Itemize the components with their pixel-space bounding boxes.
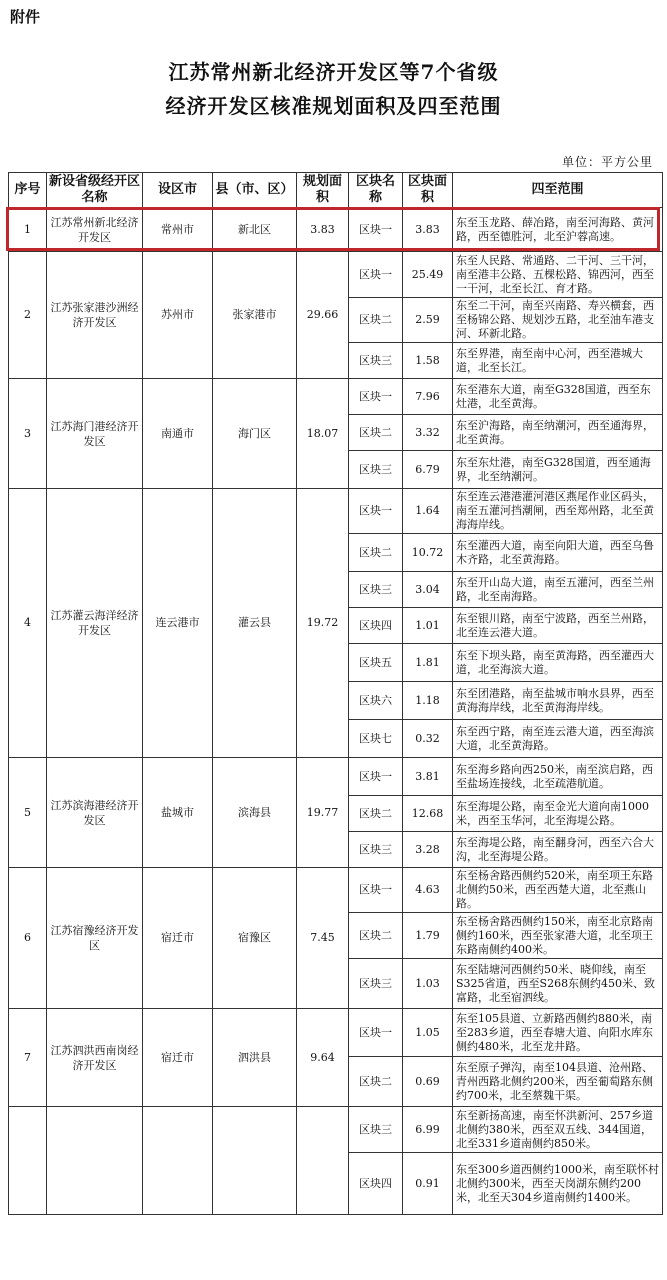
table-row — [9, 208, 663, 252]
block-area: 6.99 — [403, 1107, 453, 1153]
header-seq: 序号 — [9, 173, 47, 208]
zone-county: 张家港市 — [213, 252, 297, 379]
block-scope: 东至海堤公路，南至金光大道向南1000米，西至玉华河，北至海堤公路。 — [453, 796, 663, 832]
block-name: 区块二 — [349, 534, 403, 572]
zone-area: 9.64 — [297, 1009, 349, 1107]
block-area: 1.05 — [403, 1009, 453, 1057]
block-scope: 东至界港，南至南中心河，西至港城大道，北至长江。 — [453, 343, 663, 379]
block-scope: 东至玉龙路、薛冶路，南至河海路、黄河路，西至德胜河，北至沪蓉高速。 — [453, 208, 663, 252]
block-area: 0.32 — [403, 720, 453, 758]
empty-cell — [47, 1107, 143, 1215]
block-scope: 东至连云港港灌河港区燕尾作业区码头，南至五灌河挡潮闸，西至郑州路，北至黄海海岸线。 — [453, 489, 663, 534]
zone-city: 连云港市 — [143, 489, 213, 758]
zone-county: 灌云县 — [213, 489, 297, 758]
zone-seq: 2 — [9, 252, 47, 379]
block-scope: 东至下坝头路，南至黄海路，西至灌西大道，北至海滨大道。 — [453, 644, 663, 682]
block-scope: 东至人民路、常通路、二干河、三干河，南至港丰公路、五棵松路、锦西河，西至一干河，北至长江、育才路。 — [453, 252, 663, 298]
block-name: 区块二 — [349, 1057, 403, 1107]
block-scope: 东至港东大道，南至G328国道，西至东灶港，北至黄海。 — [453, 379, 663, 415]
header-scope: 四至范围 — [453, 173, 663, 208]
header-area: 规划面积 — [297, 173, 349, 208]
block-scope: 东至300乡道西侧约1000米，南至联怀村北侧约300米，西至天岗湖东侧约200米，北至天304乡道南侧约1400米。 — [453, 1153, 663, 1215]
block-area: 1.01 — [403, 608, 453, 644]
zone-county: 泗洪县 — [213, 1009, 297, 1107]
block-name: 区块二 — [349, 796, 403, 832]
block-name: 区块三 — [349, 832, 403, 868]
table-row — [9, 1107, 663, 1153]
block-area: 6.79 — [403, 451, 453, 489]
empty-cell — [143, 1107, 213, 1215]
zone-area: 7.45 — [297, 868, 349, 1009]
header-block: 区块名称 — [349, 173, 403, 208]
block-area: 1.18 — [403, 682, 453, 720]
zone-name: 江苏滨海港经济开发区 — [47, 758, 143, 868]
block-area: 1.64 — [403, 489, 453, 534]
block-area: 1.58 — [403, 343, 453, 379]
block-scope: 东至沪海路，南至纳潮河，西至通海界，北至黄海。 — [453, 415, 663, 451]
block-area: 3.32 — [403, 415, 453, 451]
block-scope: 东至灌西大道，南至向阳大道，西至乌鲁木齐路，北至黄海路。 — [453, 534, 663, 572]
zone-county: 滨海县 — [213, 758, 297, 868]
zone-name: 江苏泗洪西南岗经济开发区 — [47, 1009, 143, 1107]
block-scope: 东至西宁路，南至连云港大道，西至海滨大道，北至黄海路。 — [453, 720, 663, 758]
block-scope: 东至开山岛大道，南至五灌河，西至兰州路，北至南海路。 — [453, 572, 663, 608]
block-name: 区块四 — [349, 1153, 403, 1215]
block-name: 区块一 — [349, 489, 403, 534]
block-area: 3.83 — [403, 208, 453, 252]
block-name: 区块三 — [349, 959, 403, 1009]
zone-area: 19.72 — [297, 489, 349, 758]
zone-seq: 7 — [9, 1009, 47, 1107]
block-area: 3.81 — [403, 758, 453, 796]
block-scope: 东至105县道、立新路西侧约880米，南至283乡道，西至春塘大道、向阳水库东侧约480米，北至龙井路。 — [453, 1009, 663, 1057]
zone-name: 江苏宿豫经济开发区 — [47, 868, 143, 1009]
block-area: 12.68 — [403, 796, 453, 832]
zone-seq: 6 — [9, 868, 47, 1009]
block-scope: 东至二干河，南至兴南路、寿兴横套，西至杨锦公路、规划沙五路，北至油车港支河、环新北路。 — [453, 298, 663, 343]
attachment-label: 附件 — [10, 8, 41, 26]
block-scope: 东至陆塘河西侧约50米、晓仰线，南至S325省道，西至S268东侧约450米、致富路，北至宿泗线。 — [453, 959, 663, 1009]
block-name: 区块五 — [349, 644, 403, 682]
zone-name: 江苏张家港沙洲经济开发区 — [47, 252, 143, 379]
document-title-line1: 江苏常州新北经济开发区等7个省级 — [168, 60, 499, 84]
table-row — [9, 489, 663, 534]
block-name: 区块三 — [349, 451, 403, 489]
table-row — [9, 1009, 663, 1057]
block-area: 1.79 — [403, 913, 453, 959]
zone-name: 江苏常州新北经济开发区 — [47, 208, 143, 252]
header-name: 新设省级经开区名称 — [47, 173, 143, 208]
block-name: 区块六 — [349, 682, 403, 720]
empty-cell — [297, 1107, 349, 1215]
block-area: 7.96 — [403, 379, 453, 415]
block-scope: 东至团港路，南至盐城市响水县界，西至黄海海岸线，北至黄海海岸线。 — [453, 682, 663, 720]
zone-city: 宿迁市 — [143, 868, 213, 1009]
block-area: 3.04 — [403, 572, 453, 608]
zone-city: 盐城市 — [143, 758, 213, 868]
block-area: 2.59 — [403, 298, 453, 343]
block-name: 区块一 — [349, 252, 403, 298]
zone-name: 江苏灌云海洋经济开发区 — [47, 489, 143, 758]
table-header-row — [9, 173, 663, 208]
zone-seq: 4 — [9, 489, 47, 758]
zone-county: 宿豫区 — [213, 868, 297, 1009]
zone-city: 苏州市 — [143, 252, 213, 379]
document-title-line2: 经济开发区核准规划面积及四至范围 — [165, 94, 502, 118]
block-area: 1.03 — [403, 959, 453, 1009]
block-name: 区块一 — [349, 758, 403, 796]
header-county: 县（市、区） — [213, 173, 297, 208]
block-area: 10.72 — [403, 534, 453, 572]
block-scope: 东至新扬高速，南至怀洪新河、257乡道北侧约380米，西至双五线、344国道，北至331乡道南侧约850米。 — [453, 1107, 663, 1153]
block-name: 区块二 — [349, 415, 403, 451]
block-name: 区块三 — [349, 1107, 403, 1153]
block-scope: 东至银川路，南至宁波路，西至兰州路，北至连云港大道。 — [453, 608, 663, 644]
block-area: 4.63 — [403, 868, 453, 913]
zone-area: 3.83 — [297, 208, 349, 252]
table-row — [9, 868, 663, 913]
block-area: 25.49 — [403, 252, 453, 298]
block-scope: 东至海乡路向西250米，南至滨启路，西至盐场连接线，北至疏港航道。 — [453, 758, 663, 796]
block-name: 区块四 — [349, 608, 403, 644]
zone-seq: 3 — [9, 379, 47, 489]
zone-area: 18.07 — [297, 379, 349, 489]
table-row — [9, 379, 663, 415]
block-scope: 东至杨舍路西侧约520米，南至项王东路北侧约50米，西至西楚大道，北至燕山路。 — [453, 868, 663, 913]
block-name: 区块二 — [349, 913, 403, 959]
zone-city: 南通市 — [143, 379, 213, 489]
zone-county: 新北区 — [213, 208, 297, 252]
zones-table — [8, 172, 663, 1215]
block-scope: 东至杨舍路西侧约150米，南至北京路南侧约160米，西至张家港大道，北至项王东路南侧约400米。 — [453, 913, 663, 959]
zone-name: 江苏海门港经济开发区 — [47, 379, 143, 489]
block-name: 区块一 — [349, 1009, 403, 1057]
unit-label: 单位：平方公里 — [561, 155, 653, 169]
zone-seq: 1 — [9, 208, 47, 252]
header-city: 设区市 — [143, 173, 213, 208]
table-row — [9, 252, 663, 298]
block-name: 区块三 — [349, 572, 403, 608]
zone-area: 29.66 — [297, 252, 349, 379]
block-name: 区块一 — [349, 379, 403, 415]
block-area: 3.28 — [403, 832, 453, 868]
table-row — [9, 758, 663, 796]
header-block-area: 区块面积 — [403, 173, 453, 208]
block-area: 0.91 — [403, 1153, 453, 1215]
block-name: 区块二 — [349, 298, 403, 343]
block-area: 0.69 — [403, 1057, 453, 1107]
block-scope: 东至海堤公路，南至翻身河，西至六合大沟，北至海堤公路。 — [453, 832, 663, 868]
zone-city: 常州市 — [143, 208, 213, 252]
empty-cell — [213, 1107, 297, 1215]
block-name: 区块一 — [349, 868, 403, 913]
block-name: 区块三 — [349, 343, 403, 379]
block-name: 区块七 — [349, 720, 403, 758]
zone-county: 海门区 — [213, 379, 297, 489]
block-scope: 东至原子弹沟，南至104县道、沧州路、青州西路北侧约200米，西至葡萄路东侧约700米，北至蔡魏干渠。 — [453, 1057, 663, 1107]
zone-area: 19.77 — [297, 758, 349, 868]
zone-city: 宿迁市 — [143, 1009, 213, 1107]
block-area: 1.81 — [403, 644, 453, 682]
zone-seq: 5 — [9, 758, 47, 868]
empty-cell — [9, 1107, 47, 1215]
block-scope: 东至东灶港，南至G328国道，西至通海界，北至纳潮河。 — [453, 451, 663, 489]
block-name: 区块一 — [349, 208, 403, 252]
